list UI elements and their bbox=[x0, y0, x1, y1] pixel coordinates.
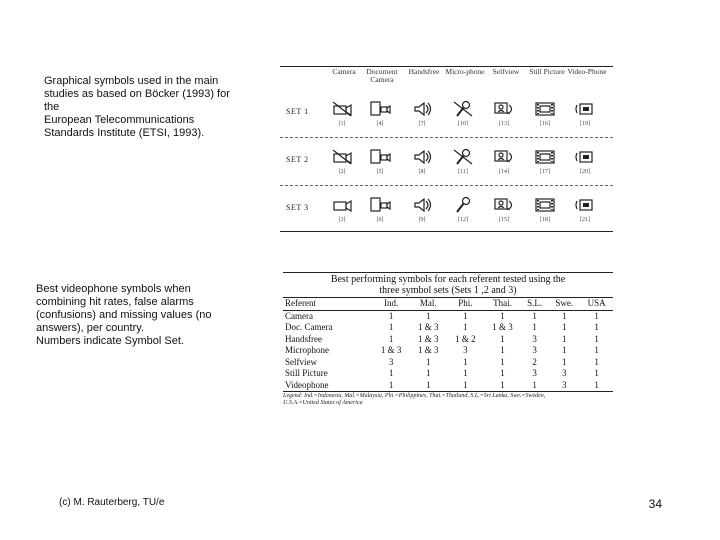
table-cell: 1 bbox=[426, 368, 431, 378]
table-row bbox=[283, 345, 613, 357]
symbol-code: [3] bbox=[338, 217, 346, 223]
column-header: Swe. bbox=[548, 298, 580, 311]
handsfree-symbol-icon bbox=[410, 147, 434, 167]
table-cell: 1 bbox=[463, 310, 468, 321]
column-header-handsfree: Handsfree bbox=[408, 67, 440, 76]
table-cell: 1 bbox=[594, 333, 599, 344]
table-cell: 1 bbox=[500, 310, 505, 321]
table-cell: 1 bbox=[532, 310, 537, 321]
column-header-camera: Camera bbox=[332, 67, 356, 76]
symbol-code: [15] bbox=[499, 217, 509, 223]
videophone-symbol-icon bbox=[573, 195, 597, 215]
table-cell: 1 bbox=[388, 368, 394, 378]
symbol-code: [16] bbox=[540, 121, 550, 127]
microphone-symbol-icon bbox=[451, 99, 475, 119]
table-cell: 3 bbox=[532, 345, 537, 355]
symbol-code: [2] bbox=[338, 169, 346, 175]
table-row bbox=[283, 357, 613, 369]
symbol-code: [6] bbox=[376, 217, 384, 223]
table-cell: 1 & 3 bbox=[380, 345, 402, 355]
symbol-code: [18] bbox=[540, 217, 550, 223]
still-picture-symbol-icon bbox=[533, 99, 557, 119]
table-cell: 1 bbox=[594, 322, 599, 332]
table-cell: 1 bbox=[426, 310, 431, 321]
handsfree-symbol-icon bbox=[410, 99, 434, 119]
table-cell: 3 bbox=[532, 333, 537, 344]
set-divider bbox=[280, 137, 613, 138]
table-cell: 1 & 3 bbox=[417, 322, 439, 332]
legend-line: U.S.A.=United States of America bbox=[283, 400, 363, 406]
table-cell: 1 & 3 bbox=[417, 345, 439, 355]
caption-line: combining hit rates, false alarms bbox=[36, 296, 194, 308]
still-picture-symbol-icon bbox=[533, 195, 557, 215]
symbol-code: [21] bbox=[580, 217, 590, 223]
table-row bbox=[283, 380, 613, 392]
camera-symbol-icon bbox=[330, 147, 354, 167]
best-symbols-table-figure bbox=[283, 272, 613, 407]
table-legend bbox=[283, 393, 613, 407]
document-camera-symbol-icon bbox=[368, 99, 392, 119]
column-header: Thai. bbox=[484, 298, 521, 311]
table-header-row bbox=[283, 298, 613, 311]
symbol-code: [13] bbox=[499, 121, 509, 127]
caption-line: answers), per country. bbox=[36, 322, 145, 334]
videophone-symbol-icon bbox=[573, 99, 597, 119]
table-cell: 2 bbox=[532, 356, 537, 367]
table-cell: 1 bbox=[447, 380, 484, 392]
symbol-code: [11] bbox=[458, 169, 468, 175]
videophone-symbol-icon bbox=[573, 147, 597, 167]
table-cell: Videophone bbox=[283, 380, 373, 392]
symbol-code: [1] bbox=[338, 121, 346, 127]
table-cell: 1 bbox=[426, 356, 431, 367]
column-header: Ind. bbox=[373, 298, 410, 311]
table-cell: 1 bbox=[388, 333, 394, 344]
table-row bbox=[283, 310, 613, 322]
table-cell: 1 bbox=[532, 322, 537, 332]
caption-line: studies as based on Böcker (1993) for bbox=[44, 88, 230, 100]
document-camera-symbol-icon bbox=[368, 147, 392, 167]
table-title-line: three symbol sets (Sets 1 ,2 and 3) bbox=[379, 285, 517, 296]
table-cell: 1 bbox=[388, 310, 394, 321]
caption-line: Standards Institute (ETSI, 1993). bbox=[44, 127, 205, 139]
table-cell: 1 bbox=[500, 368, 505, 378]
caption-line: the bbox=[44, 101, 60, 113]
table-cell: Selfview bbox=[285, 356, 317, 367]
table-title-line: Best performing symbols for each referent tested using the bbox=[330, 274, 566, 285]
table-row bbox=[283, 334, 613, 346]
table-cell: 1 bbox=[463, 368, 468, 378]
caption-line: Graphical symbols used in the main bbox=[44, 75, 219, 87]
table-cell: 1 bbox=[484, 380, 521, 392]
table-cell: 1 bbox=[562, 345, 567, 355]
symbol-code: [12] bbox=[458, 217, 468, 223]
table-cell: Handsfree bbox=[285, 333, 322, 344]
table-cell: 1 bbox=[500, 356, 505, 367]
set-label: SET 1 bbox=[286, 107, 309, 116]
figure-border bbox=[283, 272, 613, 273]
symbol-code: [4] bbox=[376, 121, 384, 127]
table-cell: 1 bbox=[594, 345, 599, 355]
table-cell: 3 bbox=[463, 345, 468, 355]
symbol-code: [19] bbox=[580, 121, 590, 127]
table-row bbox=[283, 368, 613, 380]
table-cell: Still Picture bbox=[285, 368, 328, 378]
column-header: Mal. bbox=[410, 298, 447, 311]
column-header-document-camera: Document Camera bbox=[366, 67, 398, 84]
table-cell: 3 bbox=[532, 368, 537, 378]
table-row bbox=[283, 322, 613, 334]
table-cell: 3 bbox=[548, 380, 580, 392]
symbol-code: [14] bbox=[499, 169, 509, 175]
figure-border bbox=[280, 231, 613, 232]
set-label: SET 3 bbox=[286, 203, 309, 212]
table-cell: Doc. Camera bbox=[285, 322, 333, 332]
table-cell: 1 bbox=[410, 380, 447, 392]
table-cell: 1 & 3 bbox=[492, 322, 513, 332]
column-header: Referent bbox=[283, 298, 373, 311]
symbol-code: [7] bbox=[418, 121, 426, 127]
legend-line: Legend: Ind.=Indonesia, Mal.=Malaysia, Phi.=Philippines, Thai.=Thailand, S.L.=Sri Lanka, Swe.=Sweden, bbox=[283, 393, 546, 399]
table-cell: Camera bbox=[285, 310, 313, 321]
selfview-symbol-icon bbox=[492, 147, 516, 167]
column-header-microphone: Micro-phone bbox=[445, 67, 485, 76]
camera-symbol-icon bbox=[330, 99, 354, 119]
table-cell: 1 bbox=[562, 356, 567, 367]
column-header: S.L. bbox=[521, 298, 548, 311]
table-cell: 1 bbox=[594, 310, 599, 321]
table-cell: 1 bbox=[388, 322, 394, 332]
camera-symbol-icon bbox=[330, 195, 354, 215]
symbol-sets-figure bbox=[280, 66, 613, 232]
table-body bbox=[283, 310, 613, 392]
caption-line: Numbers indicate Symbol Set. bbox=[36, 335, 184, 347]
table-cell: 1 bbox=[500, 345, 505, 355]
table-cell: 1 bbox=[500, 333, 505, 344]
column-header-selfview: Selfview bbox=[492, 67, 520, 76]
caption-line: Best videophone symbols when bbox=[36, 283, 191, 295]
table-cell: Microphone bbox=[285, 345, 329, 355]
still-picture-symbol-icon bbox=[533, 147, 557, 167]
document-camera-symbol-icon bbox=[368, 195, 392, 215]
caption-line: (confusions) and missing values (no bbox=[36, 309, 212, 321]
table-cell: 1 bbox=[580, 380, 613, 392]
best-symbols-table bbox=[283, 297, 613, 392]
table-cell: 1 bbox=[463, 322, 468, 332]
table-cell: 3 bbox=[388, 356, 394, 367]
column-header-still-picture: Still Picture bbox=[529, 67, 565, 76]
symbol-code: [5] bbox=[376, 169, 384, 175]
caption-symbols bbox=[44, 75, 259, 140]
column-header: Phi. bbox=[447, 298, 484, 311]
column-header-videophone: Video-Phone bbox=[567, 67, 607, 76]
table-cell: 1 bbox=[373, 380, 410, 392]
microphone-symbol-icon bbox=[451, 195, 475, 215]
set-divider bbox=[280, 185, 613, 186]
table-cell: 1 bbox=[594, 356, 599, 367]
table-cell: 3 bbox=[562, 368, 567, 378]
table-cell: 1 & 3 bbox=[417, 333, 439, 344]
selfview-symbol-icon bbox=[492, 195, 516, 215]
set-label: SET 2 bbox=[286, 155, 309, 164]
page-number: 34 bbox=[648, 497, 662, 511]
symbol-code: [20] bbox=[580, 169, 590, 175]
table-cell: 1 bbox=[463, 356, 468, 367]
caption-line: European Telecommunications bbox=[44, 114, 195, 126]
table-cell: 1 bbox=[562, 310, 567, 321]
selfview-symbol-icon bbox=[492, 99, 516, 119]
table-cell: 1 bbox=[562, 322, 567, 332]
table-cell: 1 bbox=[594, 368, 599, 378]
microphone-symbol-icon bbox=[451, 147, 475, 167]
symbol-code: [17] bbox=[540, 169, 550, 175]
column-header: USA bbox=[580, 298, 613, 311]
caption-table bbox=[36, 283, 276, 348]
symbol-code: [10] bbox=[458, 121, 468, 127]
table-cell: 1 bbox=[562, 333, 567, 344]
table-title bbox=[283, 274, 613, 296]
symbol-code: [9] bbox=[418, 217, 426, 223]
handsfree-symbol-icon bbox=[410, 195, 434, 215]
table-cell: 1 & 2 bbox=[455, 333, 476, 344]
footer-copyright: (c) M. Rauterberg, TU/e bbox=[59, 497, 165, 508]
symbol-code: [8] bbox=[418, 169, 426, 175]
table-cell: 1 bbox=[521, 380, 548, 392]
